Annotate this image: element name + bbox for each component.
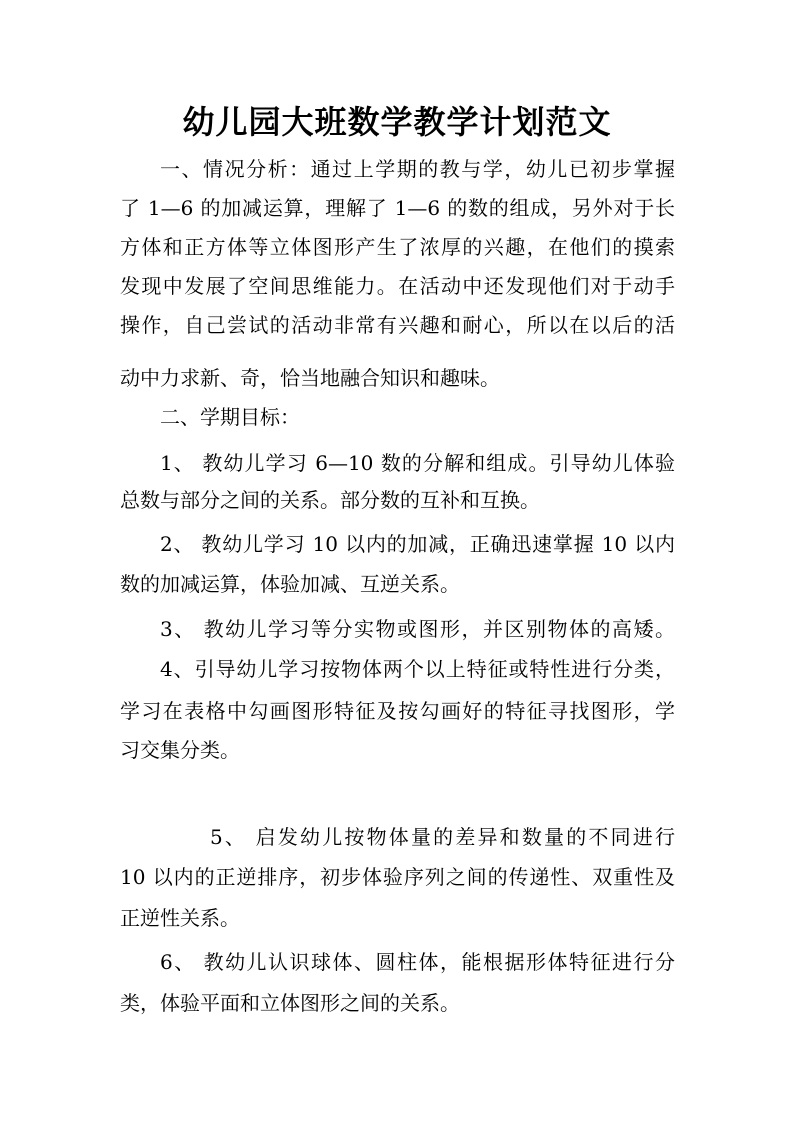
section-heading: 二、学期目标： <box>160 405 300 429</box>
list-item-line: 类，体验平面和立体图形之间的关系。 <box>120 991 460 1015</box>
list-item-line: 学习在表格中勾画图形特征及按勾画好的特征寻找图形，学 <box>120 699 675 723</box>
list-item-line: 2、 教幼儿学习 10 以内的加减，正确迅速掌握 10 以内 <box>160 532 675 556</box>
document-title: 幼儿园大班数学教学计划范文 <box>182 103 612 141</box>
list-item-line: 习交集分类。 <box>120 738 240 762</box>
list-item-line: 4、引导幼儿学习按物体两个以上特征或特性进行分类， <box>160 657 675 681</box>
list-item-line: 正逆性关系。 <box>120 906 240 930</box>
paragraph-line: 动中力求新、奇，恰当地融合知识和趣味。 <box>120 366 500 390</box>
paragraph-line: 一、情况分析：通过上学期的教与学，幼儿已初步掌握 <box>160 157 675 181</box>
list-item-line: 1、 教幼儿学习 6—10 数的分解和组成。引导幼儿体验 <box>160 451 675 475</box>
list-item-line: 10 以内的正逆排序，初步体验序列之间的传递性、双重性及 <box>120 865 675 889</box>
list-item-line: 5、 启发幼儿按物体量的差异和数量的不同进行 <box>210 825 675 849</box>
paragraph-line: 方体和正方体等立体图形产生了浓厚的兴趣，在他们的摸索 <box>120 235 675 259</box>
list-item-line: 数的加减运算，体验加减、互逆关系。 <box>120 572 460 596</box>
paragraph-line: 了 1—6 的加减运算，理解了 1—6 的数的组成，另外对于长 <box>120 196 675 220</box>
list-item-line: 3、 教幼儿学习等分实物或图形，并区别物体的高矮。 <box>160 617 675 641</box>
paragraph-line: 发现中发展了空间思维能力。在活动中还发现他们对于动手 <box>120 274 675 298</box>
list-item-line: 6、 教幼儿认识球体、圆柱体，能根据形体特征进行分 <box>160 950 675 974</box>
list-item-line: 总数与部分之间的关系。部分数的互补和互换。 <box>120 488 540 512</box>
paragraph-line: 操作，自己尝试的活动非常有兴趣和耐心，所以在以后的活 <box>120 313 675 337</box>
